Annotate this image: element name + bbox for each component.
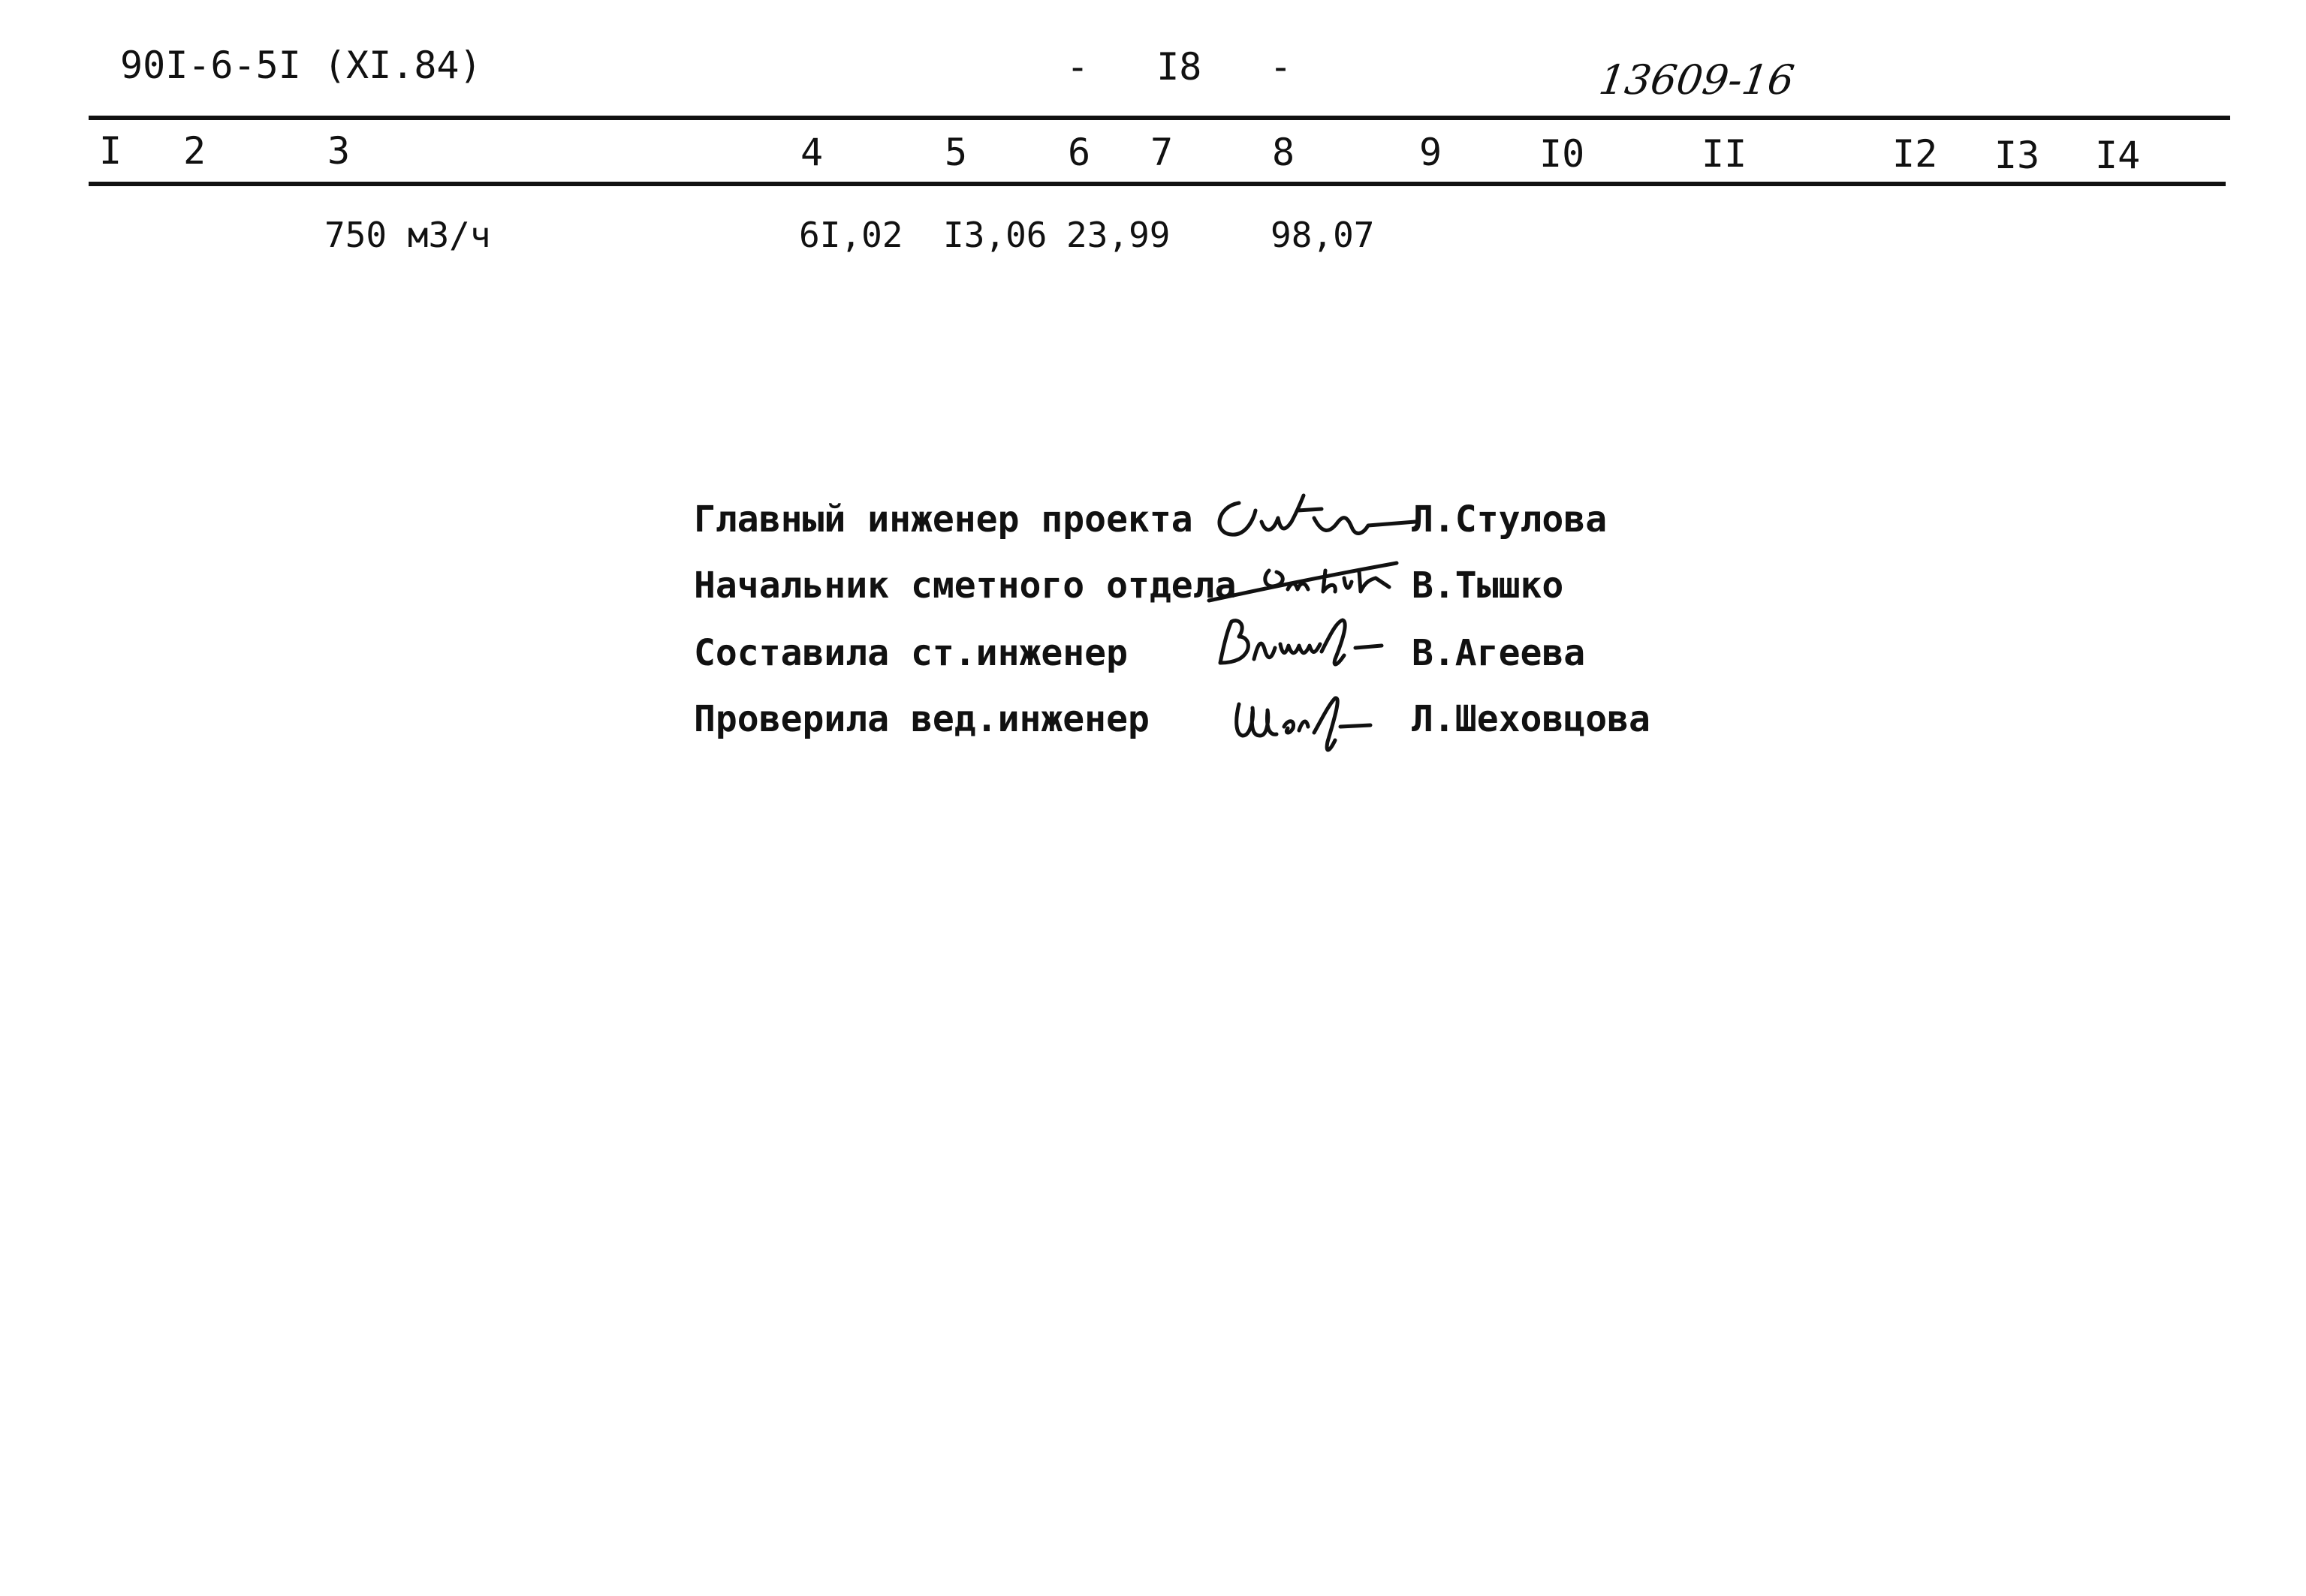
column-number: 6 bbox=[1068, 131, 1091, 174]
column-number: 9 bbox=[1419, 131, 1442, 174]
signatory-role: Составила ст.инженер bbox=[694, 632, 1128, 674]
table-cell: 6I,02 bbox=[799, 215, 903, 255]
signatory-name: В.Тышко bbox=[1412, 565, 1564, 607]
table-header-rule bbox=[89, 182, 2226, 186]
page-number: - I8 - bbox=[1066, 45, 1292, 89]
table-cell: 23,99 bbox=[1066, 215, 1171, 255]
handwritten-signature bbox=[1224, 682, 1389, 764]
signatory-role: Главный инженер проекта bbox=[694, 498, 1193, 541]
capacity-cell: 750 м3/ч bbox=[324, 215, 491, 255]
column-number: I2 bbox=[1892, 132, 1938, 176]
column-number: I bbox=[99, 129, 122, 173]
table-top-rule bbox=[89, 116, 2230, 120]
document-code: 90I-6-5I (XI.84) bbox=[120, 44, 482, 87]
column-number: I4 bbox=[2095, 134, 2141, 177]
table-cell: 98,07 bbox=[1271, 215, 1375, 255]
handwritten-signature bbox=[1209, 607, 1397, 682]
archive-number: 13609-16 bbox=[1596, 56, 1798, 104]
column-number: 4 bbox=[800, 131, 824, 174]
column-number: 2 bbox=[183, 129, 206, 173]
column-number: 5 bbox=[945, 131, 968, 174]
column-number: I0 bbox=[1539, 132, 1585, 176]
column-number: II bbox=[1702, 132, 1747, 176]
signatory-role: Проверила вед.инженер bbox=[694, 698, 1150, 740]
column-number: 8 bbox=[1272, 131, 1295, 174]
signatory-role: Начальник сметного отдела bbox=[694, 565, 1237, 607]
signatory-name: В.Агеева bbox=[1412, 632, 1586, 674]
column-number: 3 bbox=[327, 129, 351, 173]
table-cell: I3,06 bbox=[943, 215, 1047, 255]
column-number: I3 bbox=[1994, 134, 2040, 177]
signatory-name: Л.Шеховцова bbox=[1412, 698, 1650, 740]
column-number: 7 bbox=[1150, 131, 1174, 174]
signatory-name: Л.Стулова bbox=[1412, 498, 1608, 541]
